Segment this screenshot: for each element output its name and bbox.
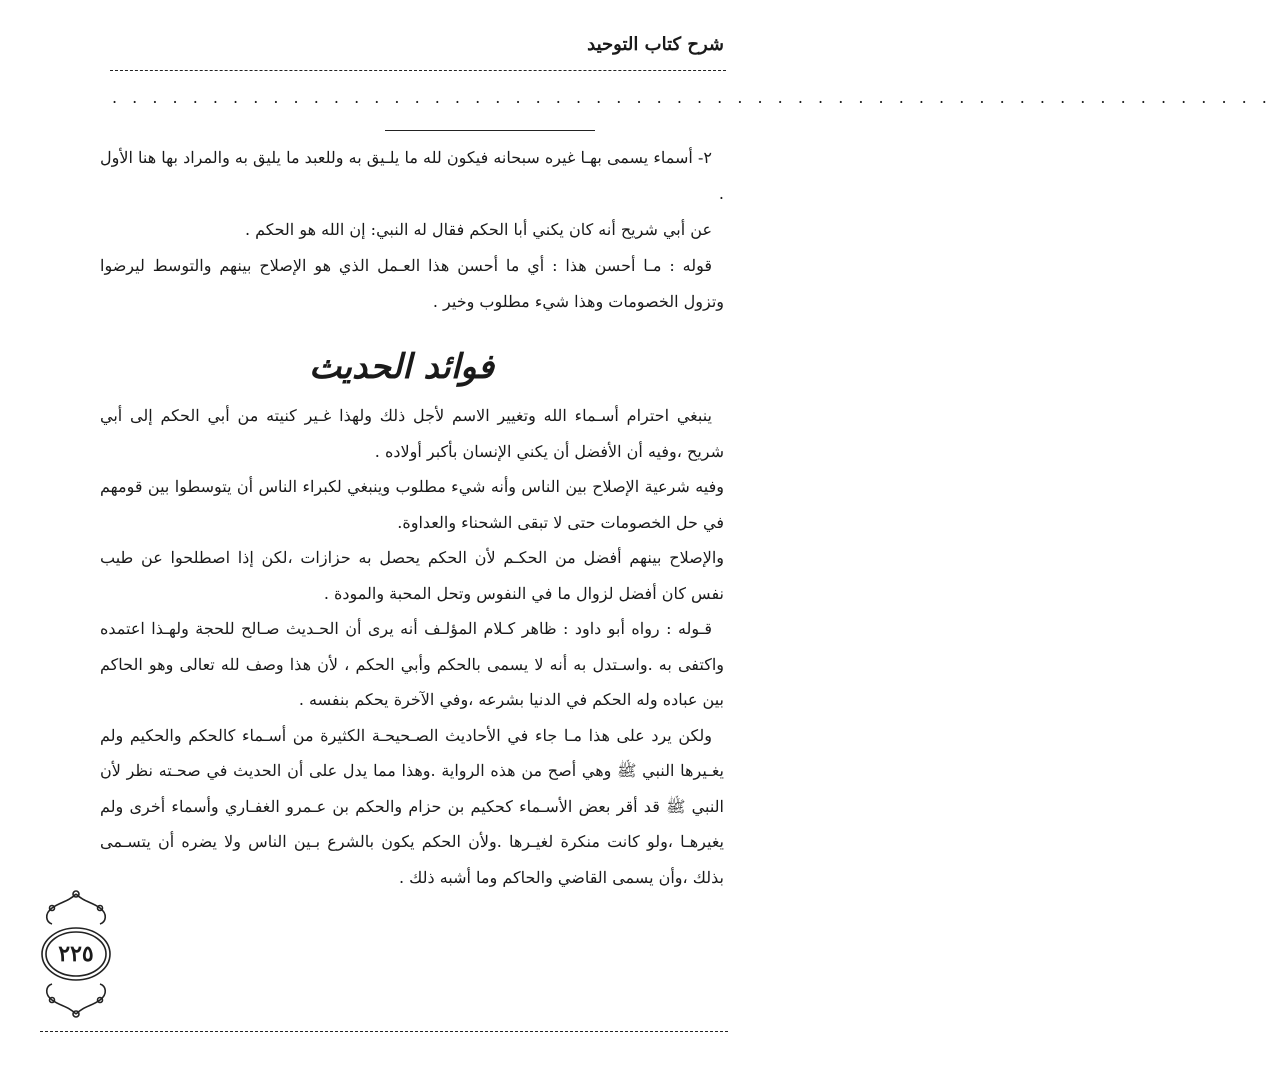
footnote-separator: [385, 130, 595, 131]
body-text: [100, 398, 724, 895]
header-rule: [110, 70, 726, 71]
running-title: شرح كتاب التوحيد: [587, 34, 724, 55]
dotted-separator: . . . . . . . . . . . . . . . . . . . . . . . . . . . . . . . . . . . . . . . . . . . . . . . . . . . . . . . . . .: [112, 88, 1272, 107]
footer-rule: [40, 1031, 728, 1032]
paragraph: ينبغي احترام أسـماء الله وتغيير الاسم لأجل ذلك ولهذا غـير كنيته من أبي الحكم إلى أبي شريح ،وفيه أن الأفضل أن يكني الإنسان بأكبر أولاده .: [100, 406, 724, 461]
paragraph: وفيه شرعية الإصلاح بين الناس وأنه شيء مطلوب وينبغي لكبراء الناس أن يتوسطوا بين قومهم في حل الخصومات حتى لا تبقى الشحناء والعداوة.: [100, 477, 724, 532]
footnotes-block: [100, 140, 724, 320]
footnote-item: عن أبي شريح أنه كان يكني أبا الحكم فقال له النبي: إن الله هو الحكم .: [244, 220, 712, 239]
page-content: [100, 140, 724, 895]
paragraph: ولكن يرد على هذا مـا جاء في الأحاديث الصـحيحـة الكثيرة من أسـماء كالحكم والحكيم ولم يغـيرها النبي ﷺ وهي أصح من هذه الرواية .وهذا مما يدل على أن الحديث في صحـته نظر لأن النبي ﷺ قد أقر بعض الأسـماء كحكيم بن حزام والحكم بن عـمرو الغفـاري وأسماء أخرى ولم يغيرهـا ،ولو كانت منكرة لغيـرها .ولأن الحكم يكون بالشرع بـين الناس ولا يضره أن يتسـمى بذلك ،وأن يسمى القاضي والحاكم وما أشبه ذلك .: [100, 725, 724, 887]
paragraph: والإصلاح بينهم أفضل من الحكـم لأن الحكم يحصل به حزازات ،لكن إذا اصطلحوا عن طيب نفس كان أفضل لزوال ما في النفوس وتحل المحبة والمودة .: [100, 548, 724, 603]
page-number: ٢٢٥: [58, 941, 94, 967]
section-title: فوائد الحديث: [309, 347, 494, 387]
paragraph: قـوله : رواه أبو داود : ظاهر كـلام المؤلـف أنه يرى أن الحـديث صـالح للحجة ولهـذا اعتمده واكتفى به .واسـتدل به أنه لا يسمى بالحكم وأبي الحكم ، لأن هذا وصف لله تعالى وهو الحاكم بين عباده وله الحكم في الدنيا بشرعه ،وفي الآخرة يحكم بنفسه .: [100, 619, 725, 709]
footnote-item: قوله : مـا أحسن هذا : أي ما أحسن هذا العـمل الذي هو الإصلاح بينهم والتوسط ليرضوا وتزول الخصومات وهذا شيء مطلوب وخير .: [100, 256, 724, 311]
footnote-item: ٢- أسماء يسمى بهـا غيره سبحانه فيكون لله ما يلـيق به وللعبد ما يليق به والمراد بها هنا الأول .: [100, 148, 724, 203]
